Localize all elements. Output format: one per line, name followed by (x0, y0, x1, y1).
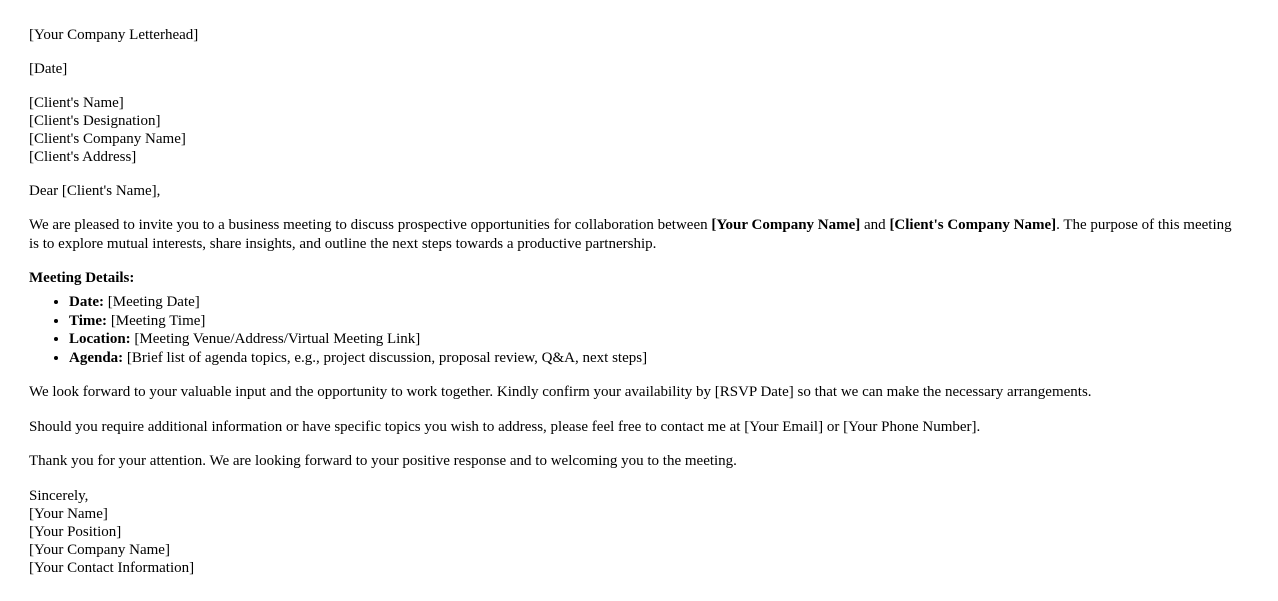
recipient-name: [Client's Name] (29, 95, 124, 111)
detail-label-time: Time: (69, 312, 108, 329)
detail-label-date: Date: (69, 294, 104, 310)
spacer (29, 402, 1248, 418)
client-company-name: [Client's Company Name] (889, 217, 1057, 233)
letter-date: [Date] (29, 61, 68, 77)
detail-label-location: Location: (69, 331, 131, 347)
recipient-company: [Client's Company Name] (29, 131, 186, 147)
spacer (29, 471, 1248, 487)
rsvp-paragraph: We look forward to your valuable input and the opportunity to work together. Kindly confirm your availability by [RSVP Date] so that we can make the necessary arrangements. (29, 384, 1092, 400)
recipient-address-block (29, 94, 1248, 166)
intro-text-part2: and (860, 217, 890, 233)
spacer (29, 253, 1248, 269)
signature-block (29, 487, 1248, 577)
detail-label-agenda: Agenda: (69, 349, 124, 366)
spacer (29, 78, 1248, 94)
closing-salutation: Sincerely, (29, 487, 89, 504)
sender-position: [Your Position] (29, 523, 122, 540)
list-item (69, 349, 1248, 368)
sender-name: [Your Name] (29, 505, 108, 522)
spacer (29, 200, 1248, 216)
spacer (29, 436, 1248, 452)
contact-paragraph: Should you require additional information or have specific topics you wish to address, please feel free to contact me at [Your Email] or [Your Phone Number]. (29, 418, 981, 435)
detail-value-time: [Meeting Time] (107, 312, 206, 329)
spacer (29, 44, 1248, 60)
recipient-designation: [Client's Designation] (29, 113, 161, 129)
sender-contact: [Your Contact Information] (29, 559, 195, 576)
spacer (29, 166, 1248, 182)
meeting-details-list (29, 293, 1248, 367)
detail-value-location: [Meeting Venue/Address/Virtual Meeting Link] (130, 331, 421, 347)
your-company-name: [Your Company Name] (711, 217, 861, 233)
intro-paragraph (29, 216, 1234, 253)
detail-value-date: [Meeting Date] (103, 294, 200, 310)
meeting-details-heading: Meeting Details: (29, 270, 135, 286)
intro-text-part3: . The purpose of this meeting is to explore mutual interests, share insights, and outline the next steps towards a productive partnership. (29, 217, 1232, 252)
spacer (29, 367, 1248, 383)
intro-text-part1: We are pleased to invite you to a business meeting to discuss prospective opportunities for collaboration between (29, 217, 712, 233)
list-item (69, 312, 1248, 331)
detail-value-agenda: [Brief list of agenda topics, e.g., project discussion, proposal review, Q&A, next steps] (123, 349, 648, 366)
list-item (69, 330, 1248, 349)
salutation: Dear [Client's Name], (29, 183, 161, 199)
list-item (69, 293, 1248, 312)
recipient-address: [Client's Address] (29, 149, 137, 165)
thanks-paragraph: Thank you for your attention. We are looking forward to your positive response and to welcoming you to the meeting. (29, 453, 737, 469)
company-letterhead: [Your Company Letterhead] (29, 27, 199, 43)
sender-company: [Your Company Name] (29, 541, 170, 558)
